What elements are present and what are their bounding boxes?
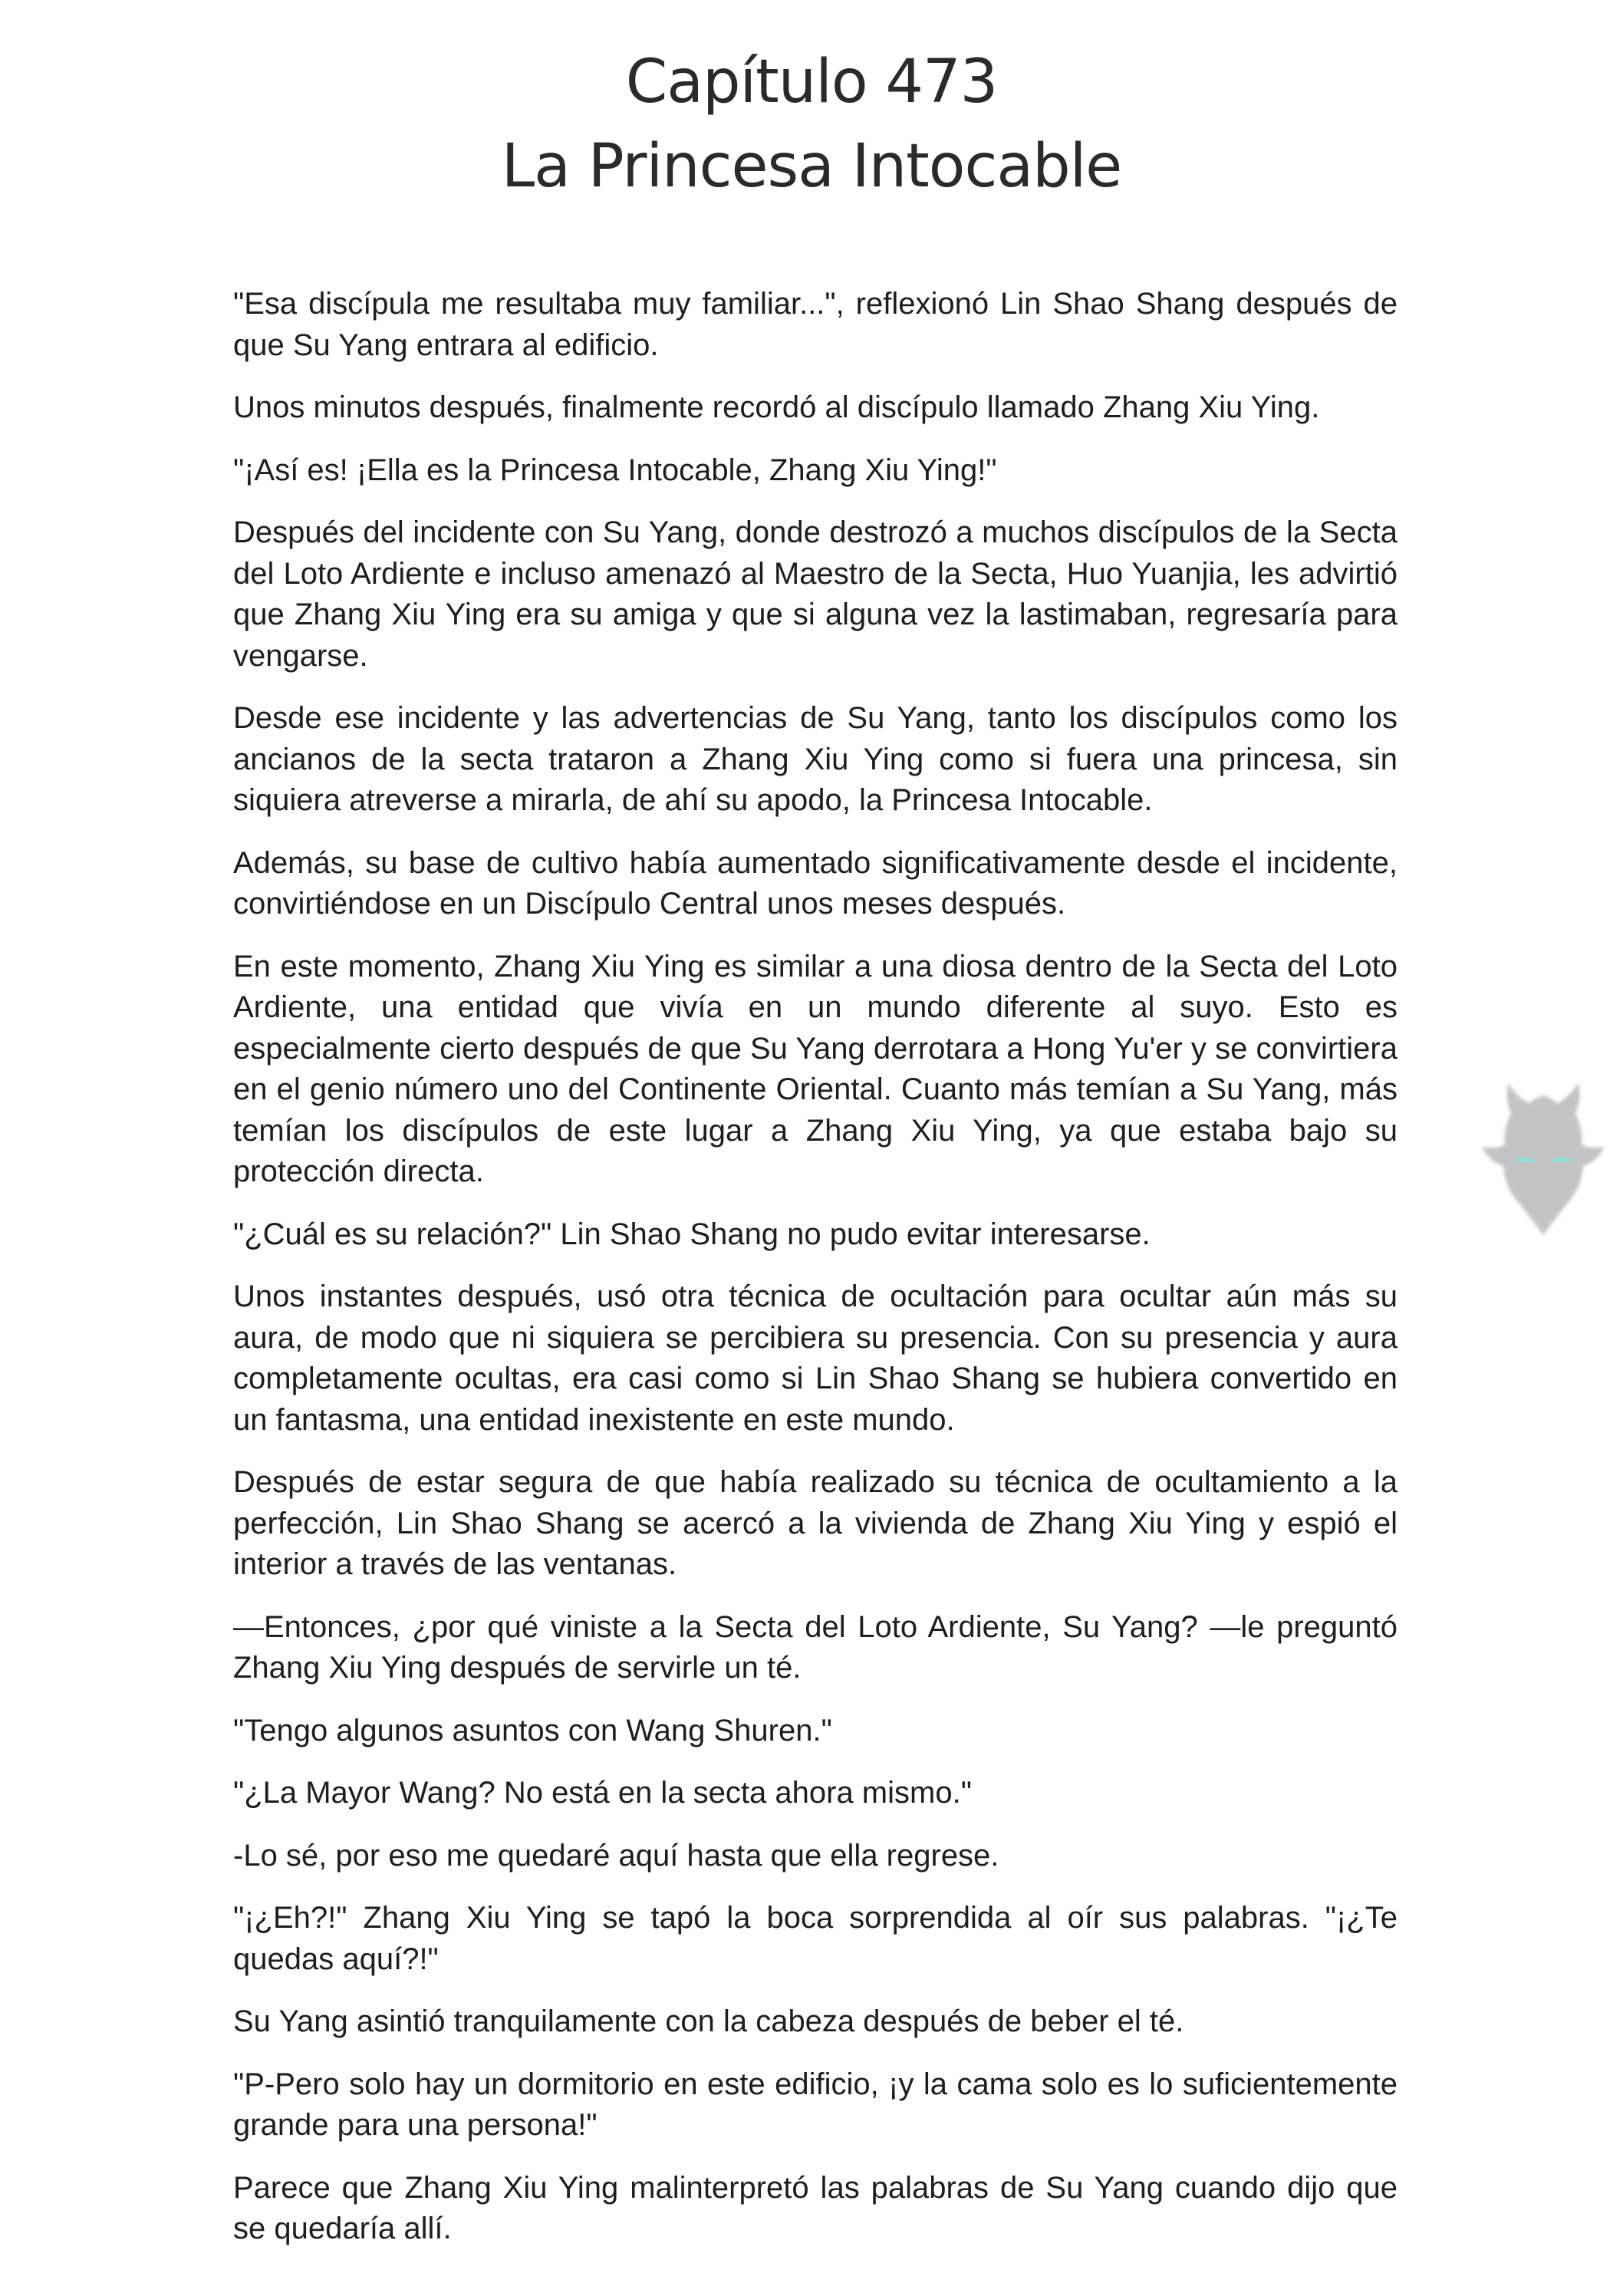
demon-head-icon — [1474, 1074, 1612, 1243]
paragraph: Después de estar segura de que había realizado su técnica de ocultamiento a la perfección, Lin Shao Shang se acercó a la vivienda de Zhang Xiu Ying y espió el interior a través de las ventanas. — [233, 1465, 1397, 1581]
paragraph: Desde ese incidente y las advertencias de Su Yang, tanto los discípulos como los ancianos de la secta trataron a Zhang Xiu Ying como si fuera una princesa, sin siquiera atreverse a mirarla, de ahí su apodo, la Princesa Intocable. — [233, 701, 1397, 817]
paragraph: Además, su base de cultivo había aumentado significativamente desde el incidente, convirtiéndose en un Discípulo Central unos meses después. — [233, 845, 1397, 921]
chapter-number: Capítulo 473 — [625, 48, 998, 117]
chapter-title: La Princesa Intocable — [501, 132, 1122, 201]
paragraph: Después del incidente con Su Yang, donde destrozó a muchos discípulos de la Secta del Loto Ardiente e incluso amenazó al Maestro de la Secta, Huo Yuanjia, les advirtió que Zhang Xiu Ying era su amiga y que si alguna vez la lastimaban, regresaría para vengarse. — [233, 516, 1397, 673]
paragraph: "¿Cuál es su relación?" Lin Shao Shang no pudo evitar interesarse. — [233, 1217, 1151, 1251]
paragraph: "¿La Mayor Wang? No está en la secta ahora mismo." — [233, 1776, 972, 1810]
paragraph: Parece que Zhang Xiu Ying malinterpretó las palabras de Su Yang cuando dijo que se quedaría allí. — [233, 2170, 1397, 2245]
chapter-body — [233, 284, 1397, 2271]
chapter-heading — [0, 40, 1623, 209]
paragraph: En este momento, Zhang Xiu Ying es similar a una diosa dentro de la Secta del Loto Ardiente, una entidad que vivía en un mundo diferente al suyo. Esto es especialmente cierto después de que Su Yang derrotara a Hong Yu'er y se convirtiera en el genio número uno del Continente Oriental. Cuanto más temían a Su Yang, más temían los discípulos de este lugar a Zhang Xiu Ying, ya que estaba bajo su protección directa. — [233, 949, 1397, 1188]
paragraph: Su Yang asintió tranquilamente con la cabeza después de beber el té. — [233, 2004, 1184, 2038]
paragraph: "¡Así es! ¡Ella es la Princesa Intocable, Zhang Xiu Ying!" — [233, 453, 997, 487]
paragraph: "P-Pero solo hay un dormitorio en este edificio, ¡y la cama solo es lo suficientemente grande para una persona!" — [233, 2067, 1397, 2142]
paragraph: "Esa discípula me resultaba muy familiar...", reflexionó Lin Shao Shang después de que Su Yang entrara al edificio. — [233, 287, 1397, 362]
paragraph: "¡¿Eh?!" Zhang Xiu Ying se tapó la boca sorprendida al oír sus palabras. "¡¿Te quedas aquí?!" — [233, 1901, 1397, 1976]
paragraph: Unos minutos después, finalmente recordó al discípulo llamado Zhang Xiu Ying. — [233, 390, 1320, 424]
paragraph: "Tengo algunos asuntos con Wang Shuren." — [233, 1713, 832, 1748]
paragraph: —Entonces, ¿por qué viniste a la Secta del Loto Ardiente, Su Yang? —le preguntó Zhang Xiu Ying después de servirle un té. — [233, 1609, 1397, 1685]
paragraph: Unos instantes después, usó otra técnica de ocultación para ocultar aún más su aura, de modo que ni siquiera se percibiera su presencia. Con su presencia y aura completamente ocultas, era casi como si Lin Shao Shang se hubiera convertido en un fantasma, una entidad inexistente en este mundo. — [233, 1280, 1397, 1437]
paragraph: -Lo sé, por eso me quedaré aquí hasta que ella regrese. — [233, 1838, 999, 1873]
